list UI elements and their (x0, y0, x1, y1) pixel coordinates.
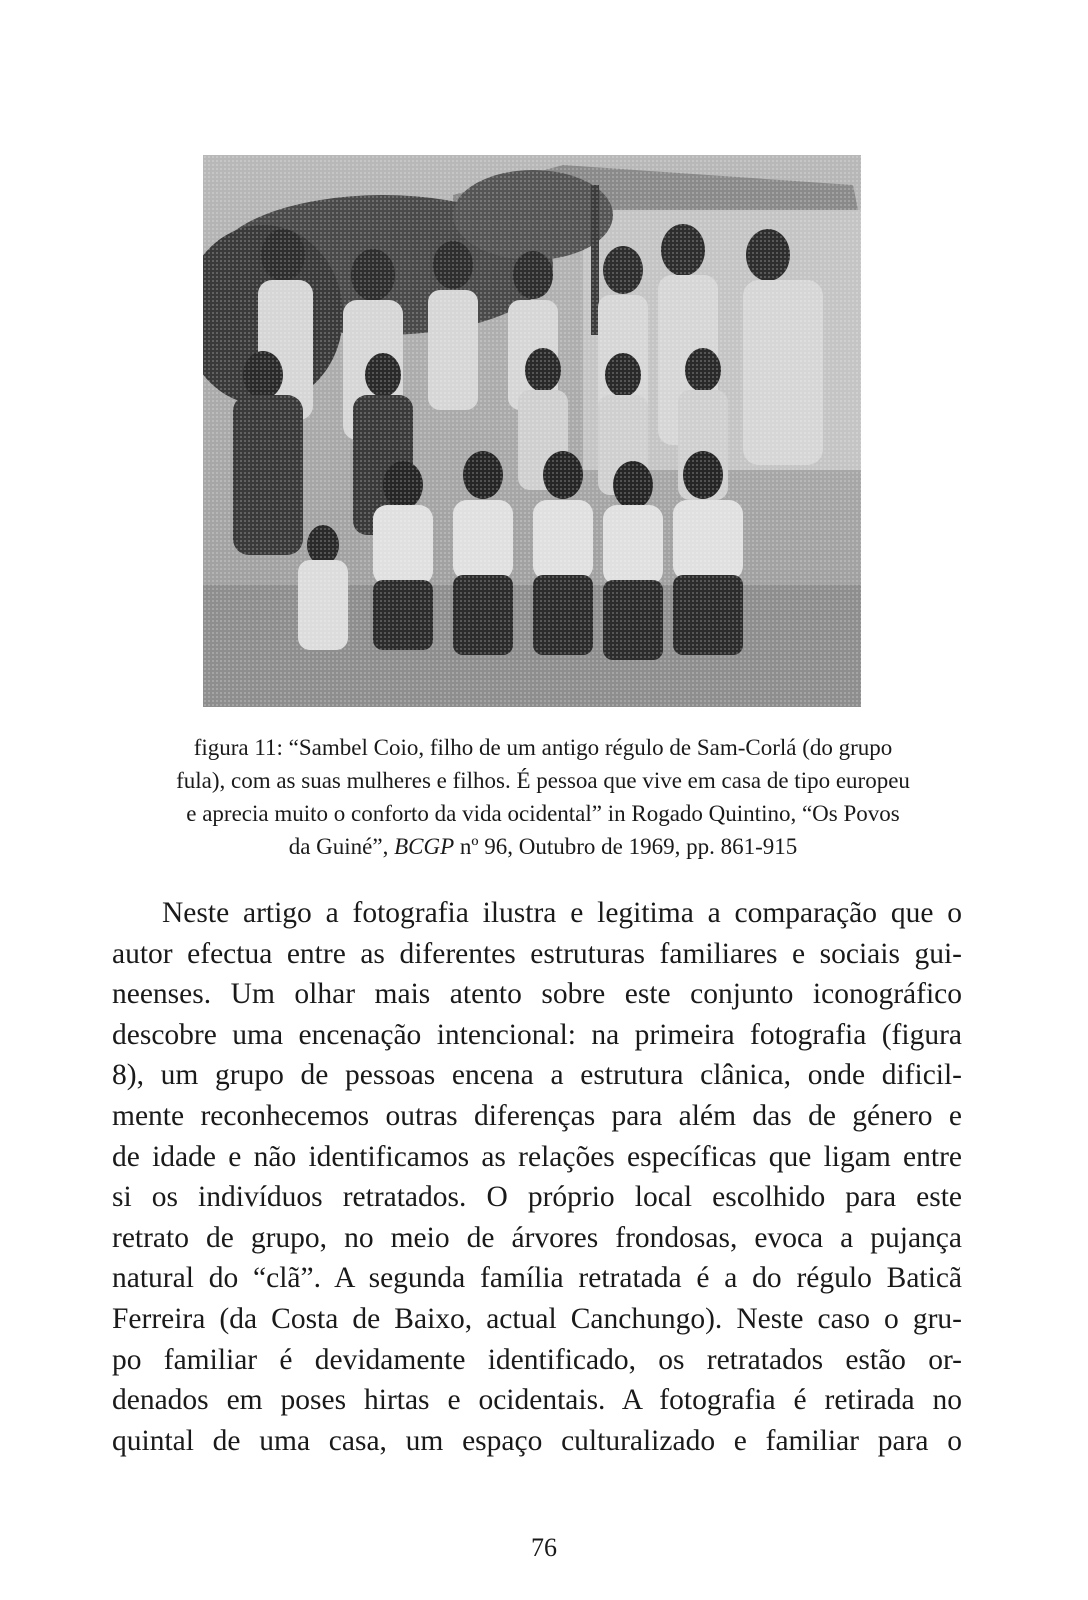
body-line: si os indivíduos retratados. O próprio local escolhido para este (112, 1181, 962, 1214)
caption-line (148, 830, 938, 863)
figure-photograph (203, 155, 861, 707)
page-number: 76 (531, 1533, 557, 1562)
body-line: autor efectua entre as diferentes estruturas familiares e sociais gui- (112, 937, 962, 970)
body-line: de idade e não identificamos as relações específicas que ligam entre (112, 1140, 962, 1173)
body-line: retrato de grupo, no meio de árvores frondosas, evoca a pujança (112, 1221, 962, 1254)
figure-caption (148, 731, 938, 863)
body-line: descobre uma encenação intencional: na primeira fotografia (figura (112, 1018, 962, 1051)
caption-last-suffix: nº 96, Outubro de 1969, pp. 861-915 (454, 834, 798, 859)
body-line: 8), um grupo de pessoas encena a estrutura clânica, onde dificil- (112, 1059, 962, 1092)
body-line: po familiar é devidamente identificado, os retratados estão or- (112, 1343, 962, 1376)
body-line: Ferreira (da Costa de Baixo, actual Canchungo). Neste caso o gru- (112, 1302, 962, 1335)
caption-line: figura 11: “Sambel Coio, filho de um antigo régulo de Sam-Corlá (do grupo (193, 735, 893, 760)
caption-line: e aprecia muito o conforto da vida ocidental” in Rogado Quintino, “Os Povos (186, 801, 900, 826)
body-line: quintal de uma casa, um espaço culturalizado e familiar para o (112, 1424, 962, 1457)
caption-journal: BCGP (394, 834, 455, 859)
body-line: mente reconhecemos outras diferenças para além das de género e (112, 1099, 962, 1132)
body-line: natural do “clã”. A segunda família retratada é a do régulo Baticã (112, 1262, 962, 1295)
caption-line: fula), com as suas mulheres e filhos. É pessoa que vive em casa de tipo europeu (176, 768, 910, 793)
caption-last-prefix: da Guiné”, (288, 834, 395, 859)
body-line: neenses. Um olhar mais atento sobre este conjunto iconográfico (112, 978, 962, 1011)
body-line: Neste artigo a fotografia ilustra e legitima a comparação que o (162, 897, 962, 929)
body-paragraph (112, 893, 962, 1461)
body-line: denados em poses hirtas e ocidentais. A fotografia é retirada no (112, 1384, 962, 1417)
